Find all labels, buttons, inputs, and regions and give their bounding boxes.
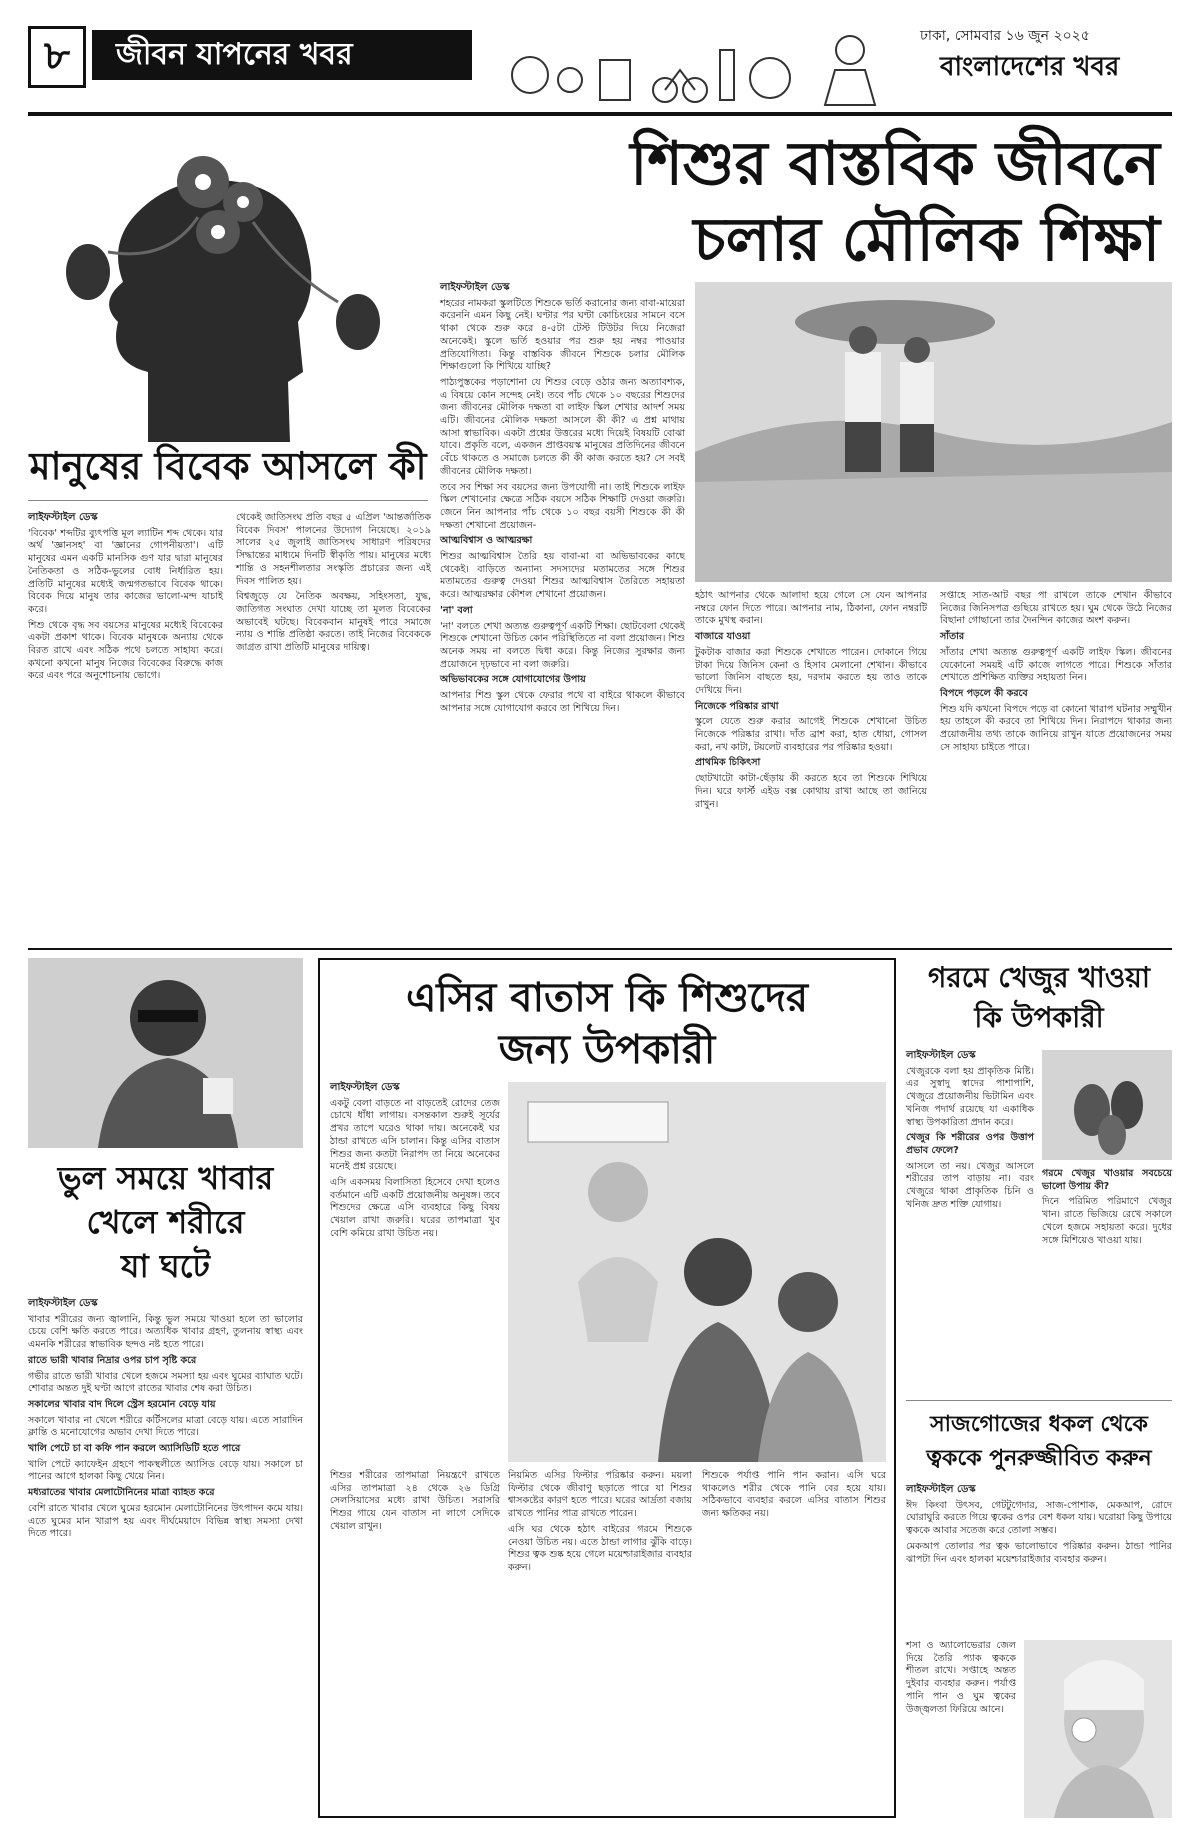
ac-col1b: [330, 1470, 500, 1537]
subheading: অভিভাবকের সঙ্গে যোগাযোগের উপায়: [440, 674, 586, 686]
paragraph: বিশ্বজুড়ে যে নৈতিক অবক্ষয়, সহিংসতা, যুদ্ধ, জাতিগত সংঘাত দেখা যাচ্ছে তা মূলত বিবেকের অভাবেই ঘটছে। বিবেকবান মানুষই পারে সমাজে ন্যায় ও শান্তি প্রতিষ্ঠা করতে। তাই নিজের বিবেককে জাগ্রত রাখা প্রতিটি মানুষের দায়িত্ব।: [236, 591, 431, 654]
subheading: প্রাথমিক চিকিৎসা: [695, 757, 761, 769]
lead-col1: [440, 282, 685, 719]
paragraph: নিয়মিত এসির ফিল্টার পরিষ্কার করুন। ময়লা ফিল্টার থেকে জীবাণু ছড়াতে পারে যা শিশুর শ্বাসকষ্টের কারণ হতে পারে। ঘরের আর্দ্রতা বজায় রাখতে পানির পাত্র রাখতে পারেন।: [508, 1470, 692, 1520]
title-line: ত্বককে পুনরুজ্জীবিত করুন: [926, 1446, 1152, 1471]
paragraph: খাবার শরীরের জন্য জ্বালানি, কিন্তু ভুল সময়ে খাওয়া হলে তা ভালোর চেয়ে বেশি ক্ষতি করতে পারে। অত্যধিক খাবার গ্রহণ, তুলনায় স্বাস্থ্য এবং এমনকি শরীরের স্বাভাবিক ছন্দও নষ্ট হতে পারে।: [28, 1313, 303, 1351]
paragraph: এসি একসময় বিলাসিতা হিসেবে দেখা হলেও বর্তমানে এটি একটি প্রয়োজনীয় অনুষঙ্গ। তবে শিশুদের ক্ষেত্রে এসি ব্যবহারে কিছু বিষয় খেয়াল রাখা জরুরি। ঘরের তাপমাত্রা খুব বেশি কমিয়ে রাখা উচিত নয়।: [330, 1176, 500, 1239]
children-walking-photo: [695, 282, 1172, 582]
paragraph: শিশুর আত্মবিশ্বাস তৈরি হয় বাবা-মা বা অভিভাবকের কাছে থেকেই। বাড়িতে অন্যান্য সদস্যদের মতামতের সঙ্গে শিশুর মতামতের গুরুত্ব দেওয়া শিশুর আত্মবিশ্বাস তৈরিতে সহায়তা করে। আত্মরক্ষার কৌশল শেখানো প্রয়োজন।: [440, 551, 685, 601]
byline: লাইফস্টাইল ডেস্ক: [906, 1050, 976, 1061]
subheading: 'না' বলা: [440, 604, 473, 616]
section-title: জীবন যাপনের খবর: [92, 30, 472, 80]
lead-col4: [940, 590, 1172, 757]
paragraph: শিশুকে পর্যাপ্ত পানি পান করান। এসি ঘরে থাকলেও শরীর থেকে পানি বের হয়ে যায়। সঠিকভাবে ব্যবহার করলে এসির বাতাস শিশুর জন্য ক্ষতিকর নয়।: [702, 1470, 886, 1520]
title-line: কি উপকারী: [974, 1001, 1104, 1034]
title-line: সাজগোজের ধকল থেকে: [930, 1412, 1148, 1437]
paragraph: ঈদ কিংবা উৎসব, গেটটুগেদার, সাজ-পোশাক, মেকআপ, রোদে ঘোরাঘুরি করতে গিয়ে ত্বকের ওপর বেশ ধকল যায়। ঘরোয়া কিছু উপায়ে ত্বককে আবার সতেজ করে তোলা সম্ভব।: [906, 1499, 1172, 1537]
meal-title: [28, 1156, 303, 1288]
paragraph: স্কুলে যেতে শুরু করার আগেই শিশুকে শেখানো উচিত নিজেকে পরিষ্কার রাখা। দাঁত ব্রাশ করা, হাত ধোয়া, গোসল করা, নখ কাটা, টয়লেট ব্যবহারের পর পরিষ্কার হওয়া।: [695, 716, 927, 753]
subheading: গরমে খেজুর খাওয়ার সবচেয়ে ভালো উপায় কী?: [1042, 1168, 1172, 1192]
paragraph: পাঠ্যপুস্তকের পড়াশোনা যে শিশুর বেড়ে ওঠার জন্য অত্যাবশ্যক, এ বিষয়ে কোন সন্দেহ নেই। তবে পাঁচ থেকে ১০ বছরের শিশুদের জন্য জীবনের মৌলিক দক্ষতা বা লাইফ স্কিল শেখার আদর্শ সময় এটি। জীবনের মৌলিক দক্ষতা আসলে কী কী? এ প্রশ্ন মাথায় আসা স্বাভাবিক। একটা প্রশ্নের উত্তরের মধ্যে দিয়েই বিষয়টি বোঝা যাবে। প্রকৃতি বলে, একজন প্রাপ্তবয়স্ক মানুষের প্রতিদিনের জীবনে বেঁচে থাকতে ও সমাজে চলতে কী কী কাজ করতে হয়? সে সবই জীবনের মৌলিক দক্ষতা।: [440, 376, 685, 477]
skin-title: [906, 1408, 1172, 1476]
dates-col2: [1042, 1168, 1172, 1250]
dates-title: [906, 958, 1172, 1038]
divider: [28, 500, 428, 501]
dates-photo: [1042, 1050, 1172, 1160]
title-line: যা ঘটে: [121, 1247, 210, 1285]
woman-skincare-photo: [1024, 1640, 1172, 1818]
subheading: রাতে ভারী খাবার নিদ্রার ওপর চাপ সৃষ্টি করে: [28, 1354, 197, 1366]
paragraph: সপ্তাহে সাত-আট বছর পা রাখলে তাকে শেখান কীভাবে নিজের জিনিসপত্র গুছিয়ে রাখতে হয়। ঘুম থেকে উঠে নিজের বিছানা গোছানো তার দৈনন্দিন কাজের অংশ করুন।: [940, 590, 1172, 627]
paragraph: হঠাৎ আপনার থেকে আলাদা হয়ে গেলে সে যেন আপনার নম্বরে ফোন দিতে পারে। আপনার নাম, ঠিকানা, ফোন নম্বরটি তাকে মুখস্থ করান।: [695, 590, 927, 627]
paragraph: বেশি রাতে খাবার খেলে ঘুমের হরমোন মেলাটোনিনের উৎপাদন কমে যায়। এতে ঘুমের মান খারাপ হয় এবং দীর্ঘমেয়াদে বিভিন্ন স্বাস্থ্য সমস্যা দেখা দিতে পারে।: [28, 1502, 303, 1540]
paragraph: থেকেই জাতিসংঘ প্রতি বছর ৫ এপ্রিল 'আন্তর্জাতিক বিবেক দিবস' পালনের উদ্যোগ নিয়েছে। ২০১৯ সালের ২৫ জুলাই জাতিসংঘ সাধারণ পরিষদের সিদ্ধান্তের মাধ্যমে দিনটি স্বীকৃতি পায়। মানুষের মধ্যে শান্তি ও সহনশীলতার সংস্কৃতি প্রচারের জন্য এই দিবস পালিত হয়।: [236, 512, 431, 587]
dates-col1: [906, 1050, 1034, 1214]
header-rule: [28, 112, 1172, 116]
conscience-col1: [28, 512, 223, 686]
title-line: এসির বাতাস কি শিশুদের: [405, 975, 809, 1021]
byline: লাইফস্টাইল ডেস্ক: [28, 1298, 98, 1309]
paragraph: 'না' বলতে শেখা অত্যন্ত গুরুত্বপূর্ণ একটি শিক্ষা। ছোটবেলা থেকেই শিশুকে শেখানো উচিত কোন পরিস্থিতিতে না বলা প্রয়োজন। শিশু অনেক সময় না বলতে দ্বিধা করে। কিন্তু নিজের সুরক্ষার জন্য প্রয়োজনে দৃঢ়ভাবে না বলা জরুরি।: [440, 620, 685, 670]
byline: লাইফস্টাইল ডেস্ক: [330, 1082, 400, 1093]
paragraph: শিশু যদি কখনো বিপদে পড়ে বা কোনো খারাপ ঘটনার সম্মুখীন হয় তাহলে কী করবে তা শিখিয়ে দিন। নিরাপদে থাকার জন্য প্রয়োজনীয় তথ্য তাকে জানিয়ে রাখুন যাতে প্রয়োজনের সময় সে সাহায্য চাইতে পারে।: [940, 703, 1172, 753]
headline-line: চলার মৌলিক শিক্ষা: [693, 205, 1160, 275]
subheading: নিজেকে পরিষ্কার রাখা: [695, 700, 779, 712]
paragraph: শহরের নামকরা স্কুলটিতে শিশুকে ভর্তি করানোর জন্য বাবা-মায়েরা করেননি এমন কিছু নেই। ঘণ্টার পর ঘণ্টা কোচিংয়ের সামনে বসে থাকা থেকে শুরু করে ৪-৫টা টেস্ট টিউটর দিয়ে নিজেরা অনেকেই। স্কুলে ভর্তি হওয়ার পর শুরু হয় নম্বর পাওয়ার প্রতিযোগিতা। কিন্তু বাস্তবিক জীবনে শিশুকে চলার মৌলিক শিক্ষাগুলো কি শিখিয়ে যাচ্ছি?: [440, 297, 685, 373]
paragraph: ছোটখাটো কাটা-ছেঁড়ায় কী করতে হবে তা শিশুকে শিখিয়ে দিন। ঘরে ফার্স্ট এইড বক্স কোথায় রাখা আছে তা জানিয়ে রাখুন।: [695, 773, 927, 810]
family-ac-photo: [508, 1082, 886, 1462]
subheading: আত্মবিশ্বাস ও আত্মরক্ষা: [440, 535, 533, 547]
paragraph: শিশু থেকে বৃদ্ধ সব বয়সের মানুষের মধ্যেই বিবেকের একটা প্রকাশ থাকে। বিবেক মানুষকে অন্যায় থেকে বিরত রাখে এবং সঠিক পথে চলতে সাহায্য করে। কখনো কখনো মানুষ নিজের বিবেকের বিরুদ্ধে কাজ করে এবং পরে অনুশোচনায় ভোগে।: [28, 619, 223, 682]
conscience-col2: [236, 512, 431, 658]
title-line: জন্য উপকারী: [498, 1027, 716, 1073]
paragraph: আপনার শিশু স্কুল থেকে ফেরার পথে বা বাইরে থাকলে কীভাবে আপনার সঙ্গে যোগাযোগ করবে তা শিখিয়ে দিন।: [440, 690, 685, 714]
title-line: গরমে খেজুর খাওয়া: [928, 961, 1150, 994]
ac-col3: [702, 1470, 886, 1524]
paragraph: এসি ঘর থেকে হঠাৎ বাইরের গরমে শিশুকে নেওয়া উচিত নয়। এতে ঠান্ডা লাগার ঝুঁকি বাড়ে। শিশুর ত্বক শুষ্ক হয়ে গেলে ময়েশ্চারাইজার ব্যবহার করুন।: [508, 1523, 692, 1573]
newspaper-name: বাংলাদেশের খবর: [940, 52, 1120, 82]
paragraph: একটু বেলা বাড়তে না বাড়তেই রোদের তেজ চোখে ধাঁধা লাগায়। বসন্তকাল শুরুই সূর্যের প্রখর তাপে ঘরেও থাকা দায়। অনেকেই ঘর ঠান্ডা রাখতে এসি চালান। কিন্তু এসির বাতাস শিশুর জন্য কতটা নিরাপদ তা নিয়ে অনেকের মনেই প্রশ্ন রয়েছে।: [330, 1097, 500, 1173]
subheading: বিপদে পড়লে কী করবে: [940, 687, 1028, 699]
paragraph: শসা ও অ্যালোভেরার জেল দিয়ে তৈরি প্যাক ত্বককে শীতল রাখে। সপ্তাহে অন্তত দুইবার ব্যবহার করুন। পর্যাপ্ত পানি পান ও ঘুম ত্বকের উজ্জ্বলতা ফিরিয়ে আনে।: [906, 1640, 1016, 1715]
paragraph: মেকআপ তোলার পর ত্বক ভালোভাবে পরিষ্কার করুন। ঠান্ডা পানির ঝাপটা দিন এবং হালকা ময়েশ্চারাইজার ব্যবহার করুন।: [906, 1540, 1172, 1565]
ac-col2: [508, 1470, 692, 1578]
meal-body: [28, 1298, 303, 1544]
lead-headline: [540, 126, 1160, 278]
title-line: খেলে শরীরে: [86, 1203, 245, 1241]
byline: লাইফস্টাইল ডেস্ক: [440, 282, 510, 293]
man-eating-photo: [28, 958, 303, 1148]
section-divider: [28, 948, 1172, 950]
ac-col1: [330, 1082, 500, 1243]
paragraph: খেজুরকে বলা হয় প্রাকৃতিক মিষ্টি। এর সুস্বাদু স্বাদের পাশাপাশি, খেজুরে প্রয়োজনীয় ভিটামিন এবং খনিজ পদার্থ রয়েছে যা একাধিক স্বাস্থ্য উপকারিতা প্রদান করে।: [906, 1065, 1034, 1128]
paragraph: গভীর রাতে ভারী খাবার খেলে হজমে সমস্যা হয় এবং ঘুমের ব্যাঘাত ঘটে। শোবার অন্তত দুই ঘণ্টা আগে রাতের খাবার শেষ করা উচিত।: [28, 1370, 303, 1395]
paragraph: শিশুর শরীরের তাপমাত্রা নিয়ন্ত্রণে রাখতে এসির তাপমাত্রা ২৪ থেকে ২৬ ডিগ্রি সেলসিয়াসের মধ্যে রাখা উচিত। সরাসরি শিশুর গায়ে যেন বাতাস না লাগে সেদিকে খেয়াল রাখুন।: [330, 1470, 500, 1532]
paragraph: দিনে পরিমিত পরিমাণে খেজুর খান। রাতে ভিজিয়ে রেখে সকালে খেলে হজমে সহায়তা করে। দুধের সঙ্গে মিশিয়েও খাওয়া যায়।: [1042, 1196, 1172, 1246]
skin-body: [906, 1484, 1172, 1569]
paragraph: সকালে খাবার না খেলে শরীরে কর্টিসলের মাত্রা বেড়ে যায়। এতে সারাদিন ক্লান্তি ও মনোযোগের অভাব দেখা দিতে পারে।: [28, 1414, 303, 1439]
paragraph: তবে সব শিক্ষা সব বয়সের জন্য উপযোগী না। তাই শিশুকে লাইফ স্কিল শেখানোর ক্ষেত্রে সঠিক বয়সে সঠিক শিক্ষাটি দেওয়া জরুরি। জেনে নিন আপনার পাঁচ থেকে ১০ বছর বয়সী শিশুকে কী কী দক্ষতা শেখানো প্রয়োজন-: [440, 481, 685, 531]
subheading: সাঁতার: [940, 631, 965, 643]
page-number: ৮: [28, 26, 86, 88]
subheading: বাজারে যাওয়া: [695, 631, 751, 643]
header-illustration: [490, 20, 910, 110]
headline-line: শিশুর বাস্তবিক জীবনে: [630, 129, 1160, 199]
paragraph: খালি পেটে ক্যাফেইন গ্রহণে পাকস্থলীতে অ্যাসিড বেড়ে যায়। সকালে চা পানের আগে হালকা কিছু খেয়ে নিন।: [28, 1458, 303, 1483]
subheading: খেজুর কি শরীরের ওপর উত্তাপ প্রভাব ফেলে?: [906, 1132, 1034, 1156]
paragraph: 'বিবেক' শব্দটির ব্যুৎপত্তি মূল ল্যাটিন শব্দ থেকে। যার অর্থ 'জ্ঞানসহ' বা 'জ্ঞানের গোপনীয়তা'। এটি মানুষের এমন একটি মানসিক গুণ যার দ্বারা মানুষের নৈতিকতা ও সঠিক-ভুলের বোধ নির্ধারিত হয়। প্রতিটি মানুষের মধ্যেই জন্মগতভাবে বিবেক থাকে। বিবেক দিয়ে মানুষ তার কাজের ভালো-মন্দ যাচাই করে।: [28, 527, 223, 615]
lead-col3: [695, 590, 927, 814]
divider: [906, 1400, 1172, 1401]
skin-col2: [906, 1640, 1016, 1719]
byline: লাইফস্টাইল ডেস্ক: [906, 1484, 976, 1495]
paragraph: আসলে তা নয়। খেজুর আসলে শরীরের তাপ বাড়ায় না। বরং খেজুরে থাকা প্রাকৃতিক চিনি ও খনিজ দ্রুত শক্তি যোগায়।: [906, 1160, 1034, 1210]
subheading: মধ্যরাতের খাবার মেলাটোনিনের মাত্রা ব্যাহত করে: [28, 1487, 215, 1499]
subheading: খালি পেটে চা বা কফি পান করলে অ্যাসিডিটি হতে পারে: [28, 1443, 241, 1455]
paragraph: টুকটাক বাজার করা শিশুকে শেখাতে পারেন। দোকানে গিয়ে টাকা দিয়ে জিনিস কেনা ও হিসাব মেলানো শেখান। কীভাবে ভালো জিনিস বাছতে হয়, দরদাম করতে হয় তাও তাকে দেখিয়ে দিন।: [695, 646, 927, 696]
title-line: ভুল সময়ে খাবার: [57, 1159, 274, 1197]
date-line: ঢাকা, সোমবার ১৬ জুন ২০২৫: [920, 28, 1090, 44]
conscience-title: মানুষের বিবেক আসলে কী: [29, 444, 427, 488]
conscience-illustration: [28, 122, 428, 442]
subheading: সকালের খাবার বাদ দিলে স্ট্রেস হরমোন বেড়ে যায়: [28, 1398, 216, 1410]
paragraph: সাঁতার শেখা অত্যন্ত গুরুত্বপূর্ণ একটি লাইফ স্কিল। জীবনের যেকোনো সময়ই এটি কাজে লাগতে পারে। শিশুকে সাঁতার শেখাতে প্রশিক্ষিত ব্যক্তির সহায়তা নিন।: [940, 646, 1172, 684]
byline: লাইফস্টাইল ডেস্ক: [28, 512, 98, 523]
ac-title: [330, 972, 884, 1076]
